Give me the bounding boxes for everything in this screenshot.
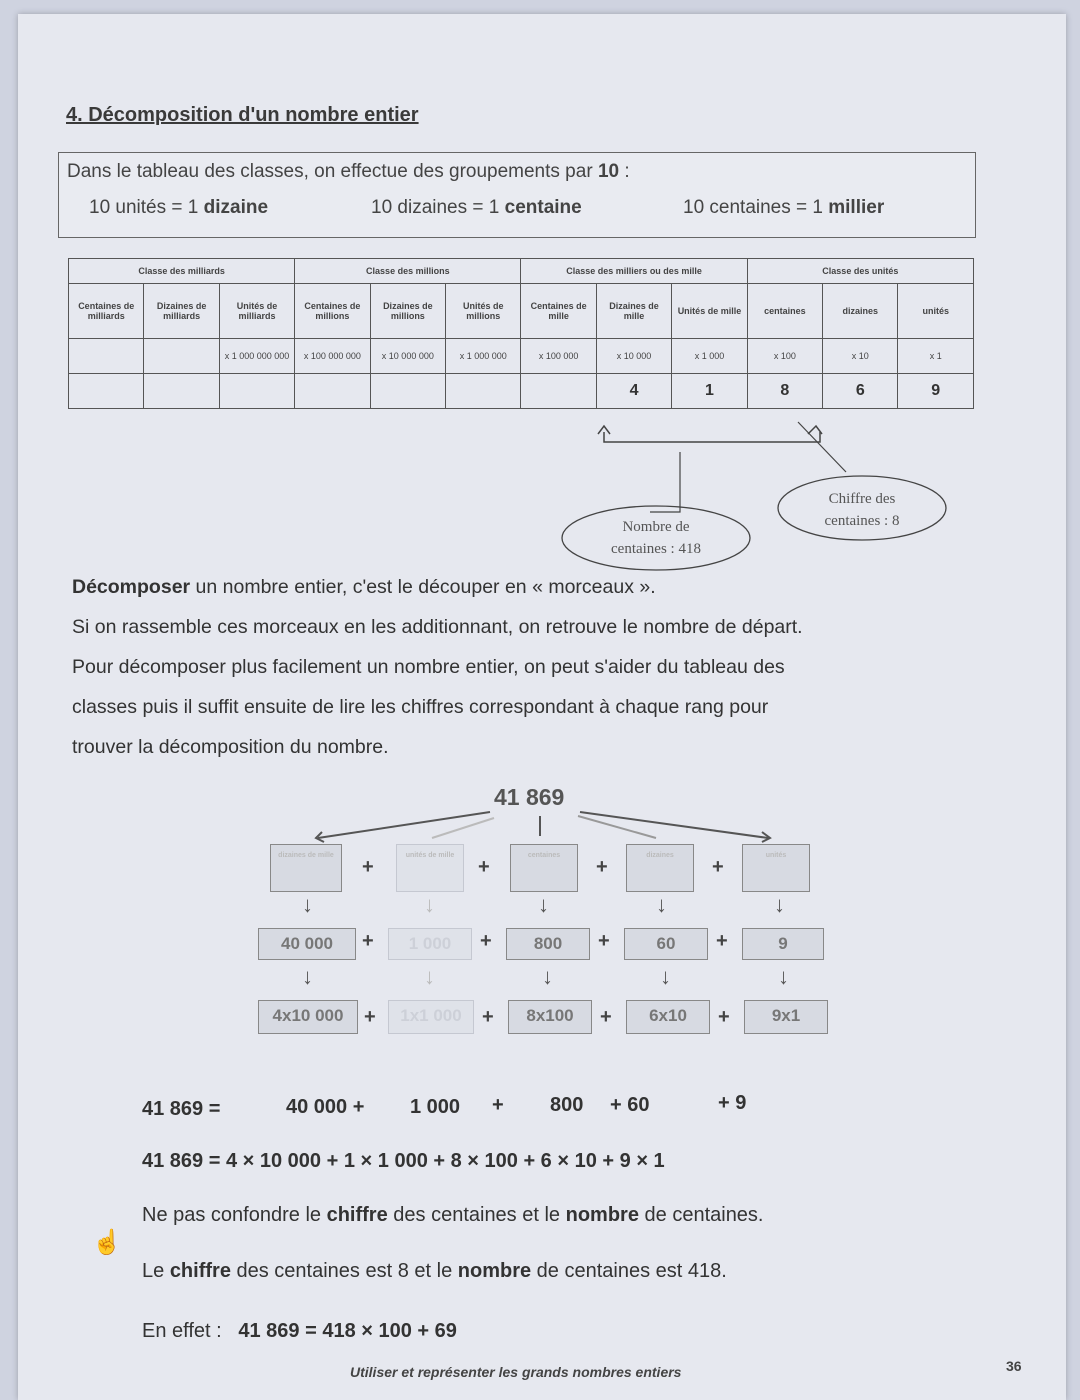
col-header: unités: [898, 284, 974, 339]
rule-2-right: centaine: [504, 197, 582, 218]
note-2-part: des centaines est 8 et le: [236, 1260, 453, 1282]
group-millions: Classe des millions: [295, 259, 521, 284]
down-arrow-icon: ↓: [302, 892, 313, 917]
product-box: 8x100: [508, 1000, 592, 1034]
rule-1-right: dizaine: [203, 197, 269, 218]
plus-sign: +: [478, 856, 490, 878]
group-unites: Classe des unités: [747, 259, 973, 284]
down-arrow-icon: ↓: [542, 964, 553, 989]
bubble-right-line1: Chiffre des: [828, 491, 896, 507]
paragraph-line4: classes puis il suffit ensuite de lire les chiffres correspondant à chaque rang pour: [72, 696, 769, 718]
page-footer: Utiliser et représenter les grands nombres entiers: [350, 1364, 682, 1380]
note-3: [142, 1320, 457, 1343]
group-milliards: Classe des milliards: [69, 259, 295, 284]
col-header: Unités de millions: [446, 284, 521, 339]
product-box: 9x1: [744, 1000, 828, 1034]
col-header: Unités de mille: [672, 284, 747, 339]
note-1: [142, 1204, 764, 1227]
plus-sign: +: [716, 930, 728, 952]
value-box: 60: [624, 928, 708, 960]
multiplier-cell: x 1 000 000 000: [219, 339, 294, 374]
group-milliers: Classe des milliers ou des mille: [521, 259, 747, 284]
plus-sign: +: [480, 930, 492, 952]
digit-cell: 9: [898, 374, 974, 409]
note-2-part: de centaines est 418.: [536, 1260, 727, 1282]
product-box: 4x10 000: [258, 1000, 358, 1034]
section-heading: 4. Décomposition d'un nombre entier: [66, 104, 419, 126]
multiplier-cell: x 1: [898, 339, 974, 374]
note-3-equation: 41 869 = 418 × 100 + 69: [238, 1320, 457, 1342]
digit-cell: 8: [747, 374, 822, 409]
down-arrow-icon: ↓: [660, 964, 671, 989]
rule-3-right: millier: [828, 197, 885, 218]
col-header: dizaines: [823, 284, 898, 339]
diagram-label-box: dizaines de mille: [270, 844, 342, 892]
paragraph-bold-term: Décomposer: [72, 576, 191, 598]
down-arrow-icon: ↓: [656, 892, 667, 917]
paragraph-line2: Si on rassemble ces morceaux en les additionnant, on retrouve le nombre de départ.: [72, 616, 803, 638]
down-arrow-icon: ↓: [424, 892, 435, 917]
digit-cell: 6: [823, 374, 898, 409]
note-2-part: Le: [142, 1260, 165, 1282]
col-header: Dizaines de millions: [370, 284, 445, 339]
col-header: Dizaines de milliards: [144, 284, 219, 339]
note-1-bold: chiffre: [326, 1204, 388, 1226]
multiplier-cell: x 1 000: [672, 339, 747, 374]
note-1-bold: nombre: [565, 1204, 639, 1226]
rule-intro-text: Dans le tableau des classes, on effectue des groupements par: [67, 161, 593, 182]
note-2-bold: chiffre: [169, 1260, 231, 1282]
note-2-bold: nombre: [457, 1260, 532, 1282]
multiplier-cell: x 1 000 000: [446, 339, 521, 374]
value-box: 40 000: [258, 928, 356, 960]
diagram-label-box: dizaines: [626, 844, 694, 892]
plus-sign: +: [482, 1006, 494, 1028]
col-header: Centaines de millions: [295, 284, 370, 339]
down-arrow-icon: ↓: [778, 964, 789, 989]
rule-intro-end: :: [624, 161, 630, 182]
diagram-label-box: unités: [742, 844, 810, 892]
note-3-label: En effet :: [142, 1320, 222, 1342]
note-1-part: des centaines et le: [393, 1204, 561, 1226]
col-header: Centaines de milliards: [69, 284, 144, 339]
bubble-left-line1: Nombre de: [622, 519, 690, 535]
bubble-left-line2: centaines : 418: [611, 541, 701, 557]
value-box: 800: [506, 928, 590, 960]
diagram-label-box: unités de mille: [396, 844, 464, 892]
multiplier-cell: x 100 000 000: [295, 339, 370, 374]
plus-sign: +: [596, 856, 608, 878]
bubble-right-line2: centaines : 8: [824, 513, 900, 529]
rule-3-left: 10 centaines = 1: [683, 197, 823, 218]
equation-1-term: + 60: [610, 1094, 650, 1116]
col-header: Dizaines de mille: [596, 284, 671, 339]
plus-sign: +: [712, 856, 724, 878]
rule-intro-bold: 10: [597, 161, 620, 182]
plus-sign: +: [598, 930, 610, 952]
paragraph-line1-rest: un nombre entier, c'est le découper en « morceaux ».: [195, 576, 656, 598]
arrow-to-box-2: [432, 818, 494, 838]
multiplier-cell: x 100: [747, 339, 822, 374]
equation-2: 41 869 = 4 × 10 000 + 1 × 1 000 + 8 × 100 + 6 × 10 + 9 × 1: [142, 1150, 665, 1172]
multiplier-cell: x 10: [823, 339, 898, 374]
value-box: 9: [742, 928, 824, 960]
digit-cell: 1: [672, 374, 747, 409]
note-1-part: Ne pas confondre le: [142, 1204, 322, 1226]
page-number: 36: [1006, 1358, 1022, 1374]
rule-1-left: 10 unités = 1: [89, 197, 199, 218]
plus-sign: +: [600, 1006, 612, 1028]
note-1-part: de centaines.: [644, 1204, 764, 1226]
col-header: centaines: [747, 284, 822, 339]
arrow-to-box-4: [578, 816, 656, 838]
plus-sign: +: [364, 1006, 376, 1028]
down-arrow-icon: ↓: [774, 892, 785, 917]
plus-sign: +: [362, 856, 374, 878]
down-arrow-icon: ↓: [424, 964, 435, 989]
warning-hand-icon: ☝: [92, 1229, 122, 1256]
down-arrow-icon: ↓: [302, 964, 313, 989]
note-2: [142, 1260, 727, 1283]
equation-1-term: 40 000 +: [286, 1096, 365, 1118]
plus-sign: +: [718, 1006, 730, 1028]
down-arrow-icon: ↓: [538, 892, 549, 917]
equation-1-term: +: [492, 1094, 504, 1116]
col-header: Unités de milliards: [219, 284, 294, 339]
value-box: 1 000: [388, 928, 472, 960]
equation-1-lhs: 41 869 =: [142, 1098, 221, 1120]
plus-sign: +: [362, 930, 374, 952]
rule-2-left: 10 dizaines = 1: [371, 197, 500, 218]
equation-1-term: 800: [550, 1094, 584, 1116]
product-box: 6x10: [626, 1000, 710, 1034]
paragraph-line5: trouver la décomposition du nombre.: [72, 736, 389, 758]
multiplier-cell: x 100 000: [521, 339, 596, 374]
multiplier-cell: x 10 000: [596, 339, 671, 374]
multiplier-cell: x 10 000 000: [370, 339, 445, 374]
col-header: Centaines de mille: [521, 284, 596, 339]
paragraph-line3: Pour décomposer plus facilement un nombre entier, on peut s'aider du tableau des: [72, 656, 785, 678]
equation-1-term: 1 000: [410, 1096, 461, 1118]
digit-cell: 4: [596, 374, 671, 409]
product-box: 1x1 000: [388, 1000, 474, 1034]
arrow-to-box-1: [318, 812, 490, 838]
equation-1-term: + 9: [718, 1092, 747, 1114]
diagram-label-box: centaines: [510, 844, 578, 892]
diagram-number: 41 869: [494, 784, 565, 810]
